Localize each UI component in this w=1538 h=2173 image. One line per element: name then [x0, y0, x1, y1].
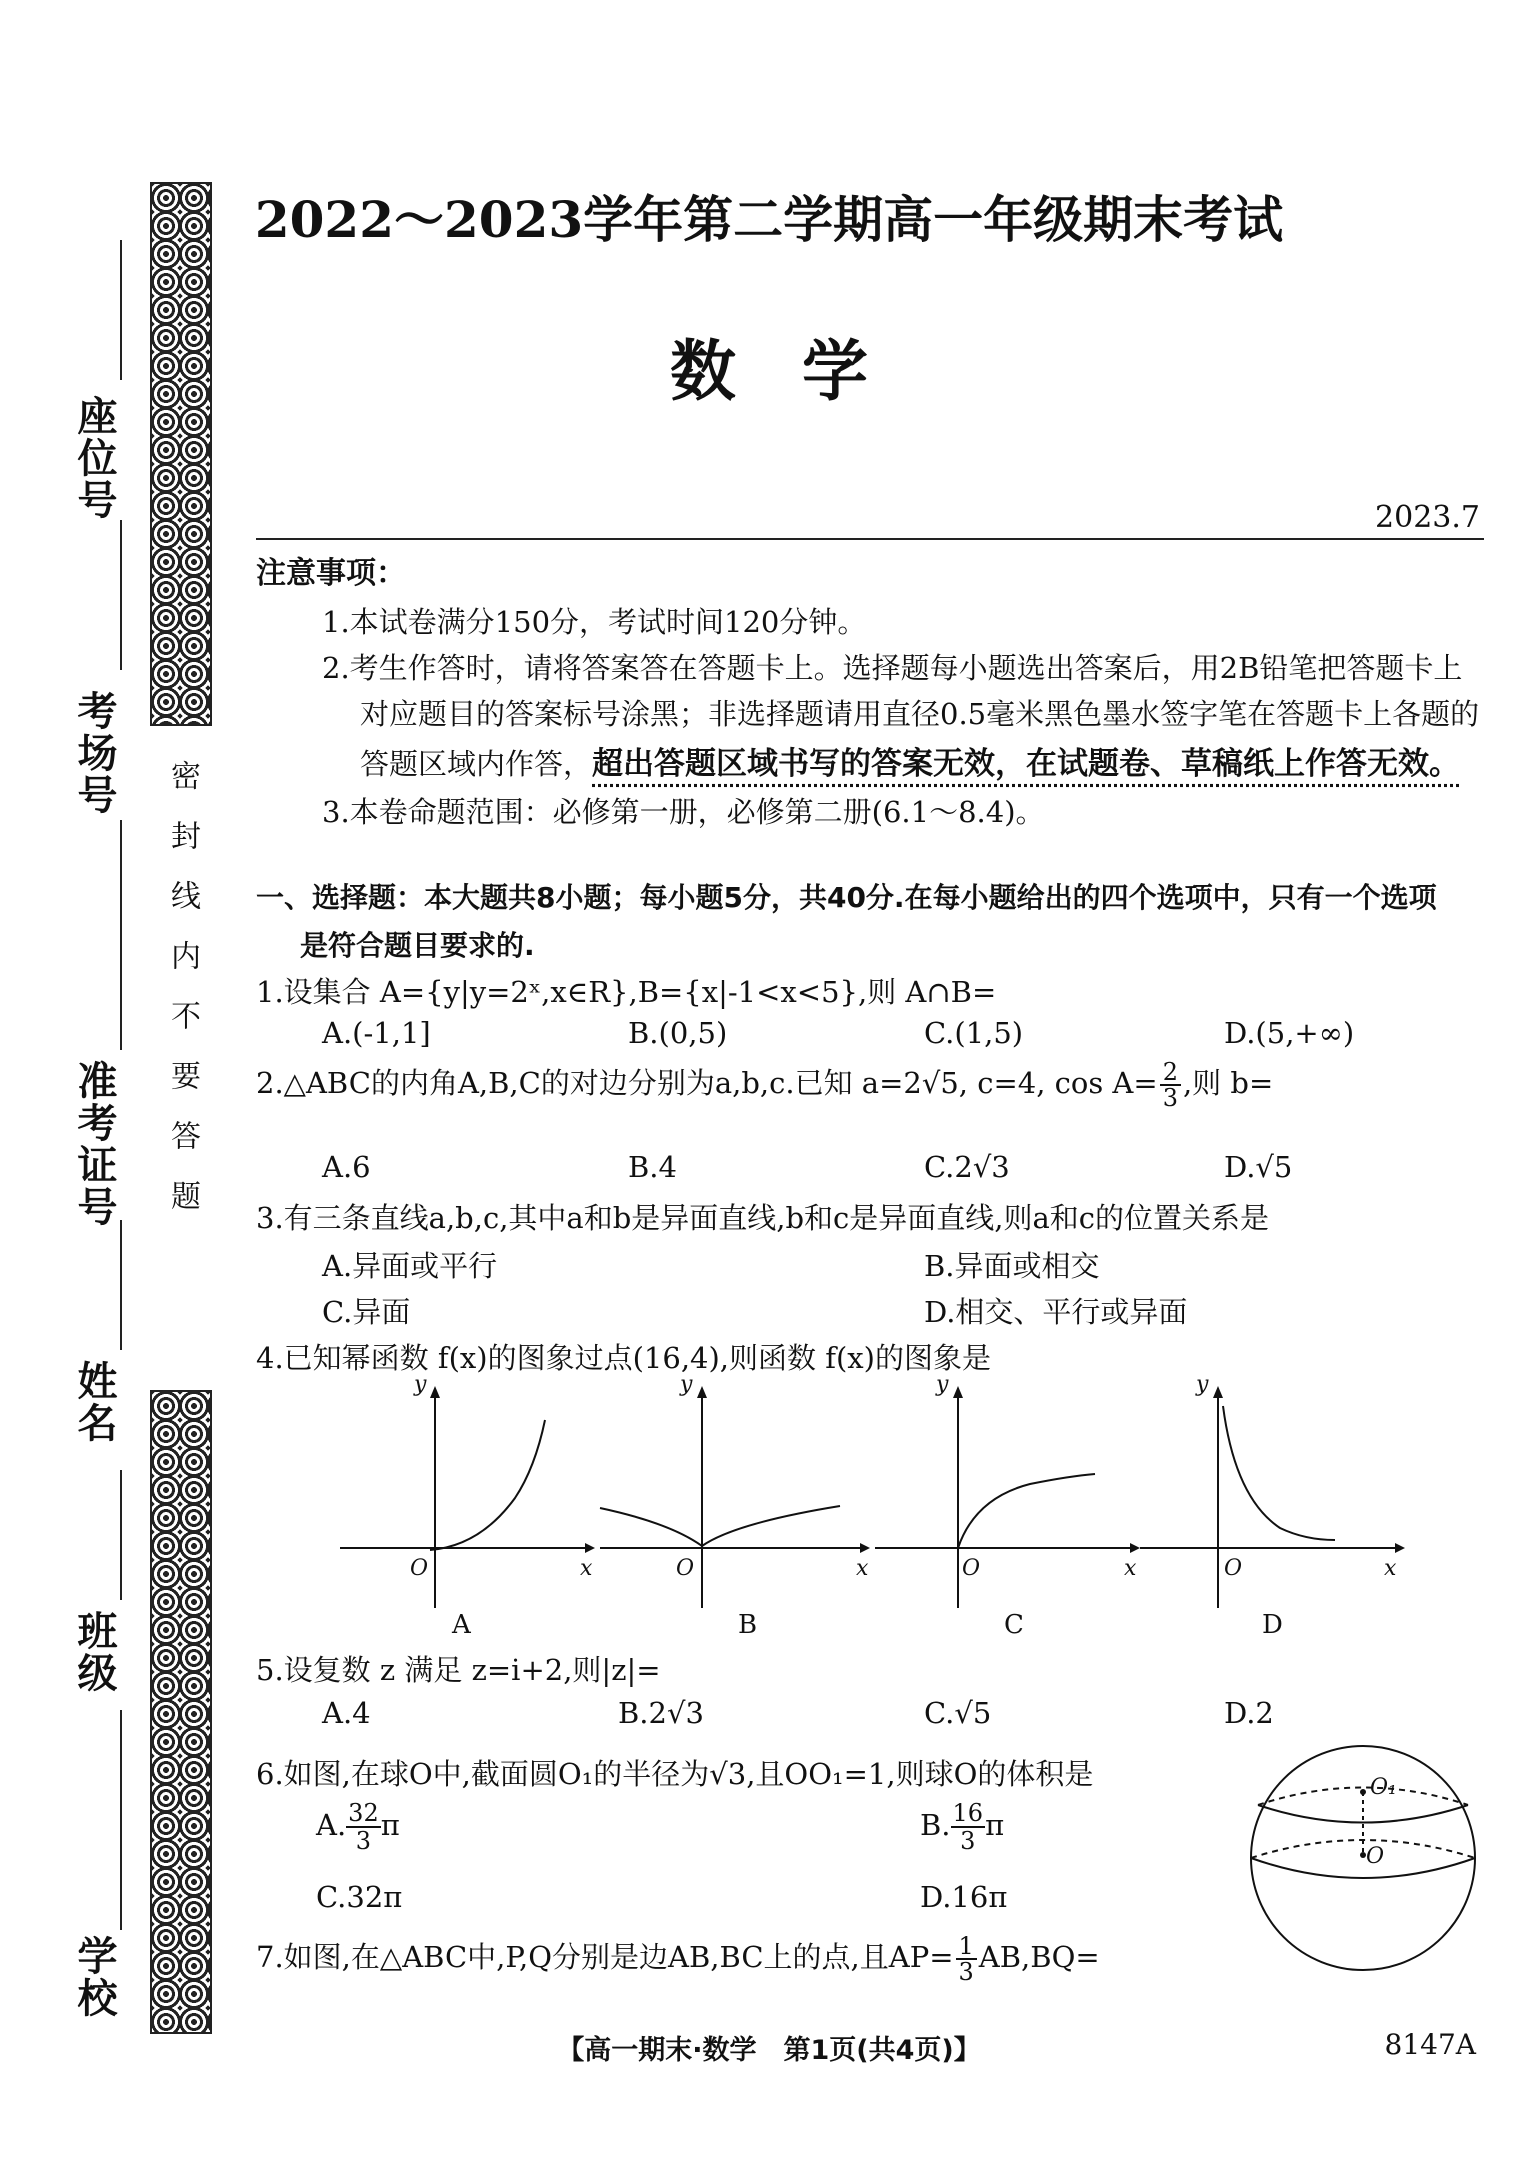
field-seat-number: 座位号: [71, 395, 118, 521]
q6-b-den: 3: [960, 1827, 976, 1855]
field-line-5: [120, 1470, 122, 1600]
graph-a-x-label: x: [580, 1556, 593, 1581]
field-exam-room: 考场号: [71, 690, 118, 816]
graph-b-label: B: [738, 1610, 758, 1640]
graph-c-y-label: y: [936, 1372, 949, 1397]
q1-option-b: B.(0,5): [628, 1016, 728, 1050]
q6-option-d: D.16π: [920, 1880, 1008, 1914]
field-admission-number: 准考证号: [71, 1060, 118, 1228]
notice-item-3: 3.本卷命题范围：必修第一册，必修第二册(6.1～8.4)。: [322, 795, 1045, 829]
q2-stem: [256, 1060, 1273, 1110]
q6-b-prefix: B.: [920, 1808, 951, 1842]
q7-frac-den: 3: [958, 1958, 974, 1986]
sphere-label-o1: O₁: [1370, 1775, 1397, 1800]
notice-item-2: 2.考生作答时，请将答案答在答题卡上。选择题每小题选出答案后，用2B铅笔把答题卡上: [322, 651, 1463, 685]
q6-b-fraction: [951, 1800, 986, 1854]
field-line-2: [120, 520, 122, 670]
sphere-label-o: O: [1366, 1844, 1385, 1869]
graph-a-curve: [430, 1420, 545, 1550]
great-circle-front: [1251, 1858, 1475, 1878]
q2-option-a: A.6: [322, 1150, 371, 1184]
graph-b-x-label: x: [856, 1556, 869, 1581]
field-line-3: [120, 820, 122, 1050]
page-footer: 【高一期末·数学 第1页(共4页)】: [557, 2035, 981, 2066]
q7-stem-text: 7.如图,在△ABC中,P,Q分别是边AB,BC上的点,且AP=: [256, 1940, 954, 1974]
q7-stem: [256, 1934, 1100, 1984]
q3-option-d: D.相交、平行或异面: [924, 1295, 1188, 1329]
q3-option-b: B.异面或相交: [924, 1249, 1100, 1283]
q6-option-c: C.32π: [316, 1880, 403, 1914]
q2-stem-end: ,则 b=: [1182, 1066, 1274, 1100]
margin-pattern-top: [150, 182, 212, 726]
graph-c-curve: [958, 1474, 1095, 1548]
header-rule: [256, 538, 1484, 540]
q3-stem: 3.有三条直线a,b,c,其中a和b是异面直线,b和c是异面直线,则a和c的位置关系是: [256, 1201, 1270, 1235]
q1-stem: 1.设集合 A={y|y=2ˣ,x∈R},B={x|-1<x<5},则 A∩B=: [256, 975, 997, 1009]
subject-title: 数 学: [670, 333, 868, 410]
q6-option-b: [920, 1800, 1004, 1854]
graph-c-label: C: [1004, 1610, 1024, 1640]
q6-stem: 6.如图,在球O中,截面圆O₁的半径为√3,且OO₁=1,则球O的体积是: [256, 1757, 1094, 1791]
q5-option-c: C.√5: [924, 1696, 992, 1730]
q6-a-den: 3: [355, 1827, 372, 1855]
graph-b-origin: O: [676, 1556, 695, 1581]
exam-date: 2023.7: [1375, 500, 1480, 535]
q2-option-b: B.4: [628, 1150, 677, 1184]
field-line-6: [120, 1710, 122, 1930]
graph-b-y-label: y: [680, 1372, 693, 1397]
graph-d-y-label: y: [1196, 1372, 1209, 1397]
q2-option-c: C.2√3: [924, 1150, 1010, 1184]
graph-d-origin: O: [1224, 1556, 1243, 1581]
q1-option-a: A.(-1,1]: [322, 1016, 431, 1050]
margin-pattern-bottom: [150, 1390, 212, 2034]
q2-frac-num: 2: [1160, 1060, 1181, 1086]
q2-fraction: [1160, 1060, 1181, 1110]
notice-warning: 超出答题区域书写的答案无效，在试题卷、草稿纸上作答无效。: [592, 746, 1461, 782]
q1-option-c: C.(1,5): [924, 1016, 1024, 1050]
graph-d-label: D: [1262, 1610, 1283, 1640]
graph-d-curve: [1223, 1406, 1335, 1540]
paper-code: 8147A: [1384, 2028, 1476, 2061]
notice-item-2c-text: 答题区域内作答，: [360, 747, 593, 781]
exam-title: 2022～2023学年第二学期高一年级期末考试: [254, 190, 1284, 249]
notice-item-1: 1.本试卷满分150分，考试时间120分钟。: [322, 605, 867, 639]
q6-a-num: 32: [348, 1799, 379, 1827]
notice-item-2c: [360, 738, 1460, 783]
graph-a-label: A: [452, 1610, 471, 1640]
q6-sphere-figure: [1238, 1730, 1488, 1980]
field-class: 班级: [71, 1610, 118, 1694]
field-school: 学校: [71, 1935, 118, 2019]
field-name: 姓名: [71, 1360, 118, 1444]
q5-option-d: D.2: [1224, 1696, 1274, 1730]
q4-graphs: [330, 1378, 1410, 1648]
q3-option-a: A.异面或平行: [322, 1249, 498, 1283]
q3-option-c: C.异面: [322, 1295, 411, 1329]
seal-line-text: 密封线内不要答题: [165, 760, 200, 1240]
q6-b-suffix: π: [985, 1808, 1005, 1842]
q7-frac-num: 1: [956, 1934, 977, 1960]
graph-b-curve: [600, 1506, 840, 1546]
graph-a-origin: O: [410, 1556, 429, 1581]
graph-c-origin: O: [962, 1556, 981, 1581]
field-line-4: [120, 1220, 122, 1350]
q6-b-num: 16: [952, 1799, 984, 1827]
q6-a-suffix: π: [380, 1808, 400, 1842]
graph-d-x-label: x: [1384, 1556, 1397, 1581]
graph-c-x-label: x: [1124, 1556, 1137, 1581]
section1-heading-cont: 是符合题目要求的.: [300, 929, 535, 962]
section1-heading: 一、选择题：本大题共8小题；每小题5分，共40分.在每小题给出的四个选项中，只有一个选项: [256, 881, 1437, 914]
q6-a-fraction: [346, 1800, 381, 1854]
q6-a-prefix: A.: [316, 1808, 347, 1842]
q2-stem-text: 2.△ABC的内角A,B,C的对边分别为a,b,c.已知 a=2√5, c=4, cos A=: [256, 1066, 1158, 1100]
graph-a-y-label: y: [414, 1372, 427, 1397]
q5-option-a: A.4: [322, 1696, 371, 1730]
q7-stem-end: AB,BQ=: [978, 1940, 1100, 1974]
q2-frac-den: 3: [1162, 1084, 1178, 1112]
q4-stem: 4.已知幂函数 f(x)的图象过点(16,4),则函数 f(x)的图象是: [256, 1341, 991, 1375]
q5-stem: 5.设复数 z 满足 z=i+2,则|z|=: [256, 1653, 661, 1687]
notice-item-2b: 对应题目的答案标号涂黑；非选择题请用直径0.5毫米黑色墨水签字笔在答题卡上各题的: [360, 697, 1480, 731]
notice-heading: 注意事项：: [256, 556, 406, 591]
q5-option-b: B.2√3: [618, 1696, 704, 1730]
q7-fraction: [956, 1934, 977, 1984]
q1-option-d: D.(5,+∞): [1224, 1016, 1355, 1050]
q6-option-a: [316, 1800, 400, 1854]
q2-option-d: D.√5: [1224, 1150, 1293, 1184]
